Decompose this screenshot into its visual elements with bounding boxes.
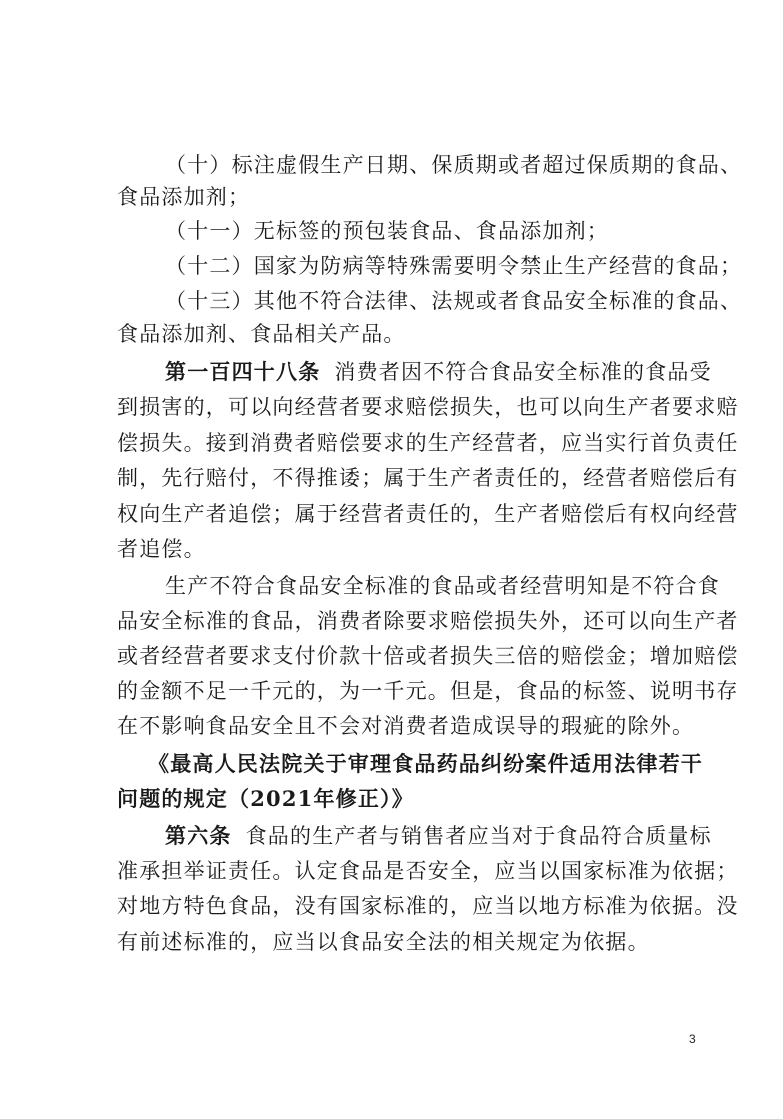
p5-line-6: 者追偿。 [117,537,206,561]
p1-line-2: 食品添加剂； [117,185,251,209]
p7-line-1: 《最高人民法院关于审理食品药品纠纷案件适用法律若干 [148,751,703,776]
p5-line-2: 到损害的，可以向经营者要求赔偿损失，也可以向生产者要求赔 [117,395,739,419]
article-6-heading: 第六条 [165,823,232,848]
p7-line-2: 问题的规定（2021年修正）》 [117,786,414,811]
p8-line-1-text: 食品的生产者与销售者应当对于食品符合质量标 [245,824,712,848]
p8-line-3: 对地方特色食品，没有国家标准的，应当以地方标准为依据。没 [117,894,739,918]
p4-line-1: （十三）其他不符合法律、法规或者食品安全标准的食品、 [165,289,743,313]
p6-line-2: 品安全标准的食品，消费者除要求赔偿损失外，还可以向生产者 [117,609,739,633]
p6-line-1: 生产不符合食品安全标准的食品或者经营明知是不符合食 [165,574,720,598]
p8-line-4: 有前述标准的，应当以食品安全法的相关规定为依据。 [117,930,650,954]
p6-line-4: 的金额不足一千元的，为一千元。但是，食品的标签、说明书存 [117,679,739,703]
p1-line-1: （十）标注虚假生产日期、保质期或者超过保质期的食品、 [165,153,743,177]
p4-line-2: 食品添加剂、食品相关产品。 [117,322,406,346]
page-number: 3 [689,1032,696,1046]
p5-line-1 [165,358,712,386]
p5-line-4: 制，先行赔付，不得推诿；属于生产者责任的，经营者赔偿后有 [117,466,739,490]
p3-line-1: （十二）国家为防病等特殊需要明令禁止生产经营的食品； [165,254,743,278]
p6-line-5: 在不影响食品安全且不会对消费者造成误导的瑕疵的除外。 [117,714,695,738]
p5-line-1-text: 消费者因不符合食品安全标准的食品受 [334,360,712,384]
article-148-heading: 第一百四十八条 [165,359,321,384]
p2-line-1: （十一）无标签的预包装食品、食品添加剂； [165,219,609,243]
p6-line-3: 或者经营者要求支付价款十倍或者损失三倍的赔偿金；增加赔偿 [117,644,739,668]
p5-line-5: 权向生产者追偿；属于经营者责任的，生产者赔偿后有权向经营 [117,502,739,526]
p8-line-2: 准承担举证责任。认定食品是否安全，应当以国家标准为依据； [117,859,739,883]
p8-line-1 [165,822,712,850]
p5-line-3: 偿损失。接到消费者赔偿要求的生产经营者，应当实行首负责任 [117,431,739,455]
